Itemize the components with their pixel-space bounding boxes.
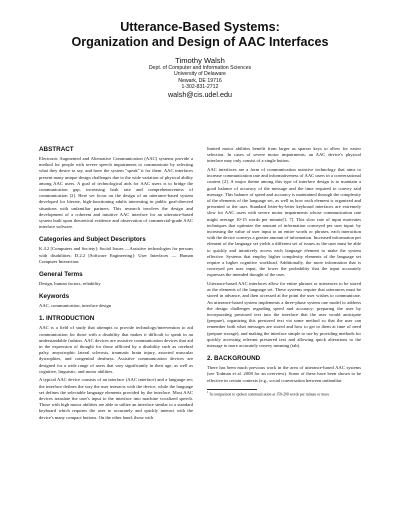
author-phone: 1-302-831-2712 bbox=[181, 83, 219, 90]
background-paragraph-1: There has been much previous work in the area of utterance-based AAC systems (see Todman et al. 2008 for an overview). Some of these have been shown to be effective in certain contexts (e.g., social conversation between unfamiliar bbox=[207, 365, 361, 383]
terms-heading: General Terms bbox=[39, 271, 83, 279]
abstract-text: Electronic Augmented and Alternative Communication (AAC) systems provide a method for people with severe speech impairments to communicate by selecting what they desire to say, and have the system "speak" it for them. AAC interfaces present many unique design challenges due to the wide variation of physical ability among AAC users. A goal of technological aids for AAC users is to bridge the communication gap, increasing both rate and comprehensiveness of communication [2]. Here we focus on the design of an utterance-based system developed for literate, high-functioning adults interesting in public goal-directed situations with unfamiliar partners. This research involves the design and development of a coherent and intuitive AAC interface for an utterance-based system built upon theoretical evidence and observation of commercial-grade AAC interface software. bbox=[39, 156, 193, 230]
right-column-paragraph-1: limited motor abilities benefit from larger as sparser keys to allow for easier selection. In cases of severe motor impairments, an AAC device's physical interface may only consist of a single button. bbox=[207, 146, 361, 164]
footnote-divider bbox=[207, 389, 257, 390]
introduction-heading: 1. INTRODUCTION bbox=[39, 315, 95, 323]
footnote bbox=[207, 389, 361, 397]
terms-text: Design, human factors, reliability bbox=[39, 281, 101, 287]
keywords-heading: Keywords bbox=[39, 293, 70, 301]
left-column bbox=[39, 146, 193, 423]
author-affiliation-3: Newark, DE 19716 bbox=[178, 77, 222, 84]
right-column-paragraph-3: Utterance-based AAC interfaces allow for entire phrases or utterances to be stored as the elements of the language set. These systems require that utterances must be stored in advance, and then accessed at the point the user wishes to communicate. An utterance-based system implements a three-phase system one model to address the design challenges regarding speed and accuracy; preparing the user by incorporating prestored text into the interface that the user would anticipate (prepare), organizing this prestored text via some method so that the user can remember both what messages are stored and how to get to them at time of need (prepare storage), and making the interface simple to use by providing methods for quickly accessing relevant prestored text and allowing quick alterations to the message to more accurately convey meaning (tab). bbox=[207, 281, 361, 349]
footnote-text: In comparison to spoken communication at 150-200 words per minute or more bbox=[209, 392, 330, 397]
author-block bbox=[39, 56, 361, 99]
footnote-marker: 1 bbox=[207, 389, 209, 394]
background-heading: 2. BACKGROUND bbox=[207, 355, 261, 363]
body-columns bbox=[39, 146, 361, 423]
author-name: Timothy Walsh bbox=[175, 56, 225, 65]
right-column-paragraph-2: AAC interfaces are a form of communication assistive technology that aims to increase communication rate and informativeness of AAC users in a conversational context [2]. A major theme among this type of interface design is to maintain a good balance of accuracy of the message and the time required to convey said message. This balance of speed and accuracy is maintained through the complexity of the elements of the language set, as well as how each element is organized and presented to the user. Standard letter-by-letter keyboard interfaces are extremely slow for AAC users with severe motor impairments whose communication rate might average 10-15 words per minute[1, 7]. This slow rate of input motivates techniques that optimize the amount of information conveyed per user input: by increasing the value of user input to an entire words or phrases, each interaction with the device conveys a greater amount of information. Increased information per element of the language set yields a different set of issues as the user must be able to quickly and intuitively access each language element to make the system effective. Systems that employ higher complexity elements of the language set require a higher cognitive workload. Additionally, the more information that is conveyed per user input, the lower the probability that the input accurately expresses the intended thought of the user. bbox=[207, 167, 361, 278]
abstract-heading: ABSTRACT bbox=[39, 146, 74, 153]
categories-text: K.4.2 [Computers and Society]: Social Issues —Assistive technologies for persons with disabilities; D.2.2 [Software Engineering]: User Interfaces — Human Computer Interaction. bbox=[39, 246, 193, 264]
author-email: walsh@cis.udel.edu bbox=[167, 90, 233, 100]
categories-heading: Categories and Subject Descriptors bbox=[39, 236, 146, 244]
right-column bbox=[207, 146, 361, 423]
title-line-2: Organization and Design of AAC Interfaces bbox=[71, 35, 329, 49]
introduction-paragraph-2: A typical AAC device consists of an interface (AAC interface) and a language set; the interface defines the way the user interacts with the device, while the language set defines the selectable language elements provided by the interface. Most AAC devices translate the user's input to the interface into machine vocalized speech. Those with high motor abilities are able to utilize an interface similar to a standard keyboard which requires the user to accurately and quickly interact with the device's many compact buttons. On the other hand, those with bbox=[39, 377, 193, 420]
introduction-paragraph-1: AAC is a field of study that attempts to provide technology/intervention to aid communication for those with a disability that makes it difficult to speak in an understandable fashion. AAC devices are assistive communication devices that aid in the expression of thought for those afflicted by a disability such as cerebral palsy, amyotrophic lateral sclerosis, traumatic brain injury, assorted muscular dystrophies, and congenital deafness. Assistive communication devices are designed for a wide range of users that vary significantly in their age, as well as cognitive, linguistic, and motor abilities. bbox=[39, 325, 193, 374]
paper-title bbox=[39, 20, 361, 50]
keywords-text: AAC, communication, interface design bbox=[39, 303, 112, 309]
title-line-1: Utterance-Based Systems: bbox=[120, 20, 280, 34]
author-affiliation-2: University of Delaware bbox=[174, 71, 226, 78]
author-affiliation-1: Dept. of Computer and Information Sciences bbox=[148, 65, 252, 71]
